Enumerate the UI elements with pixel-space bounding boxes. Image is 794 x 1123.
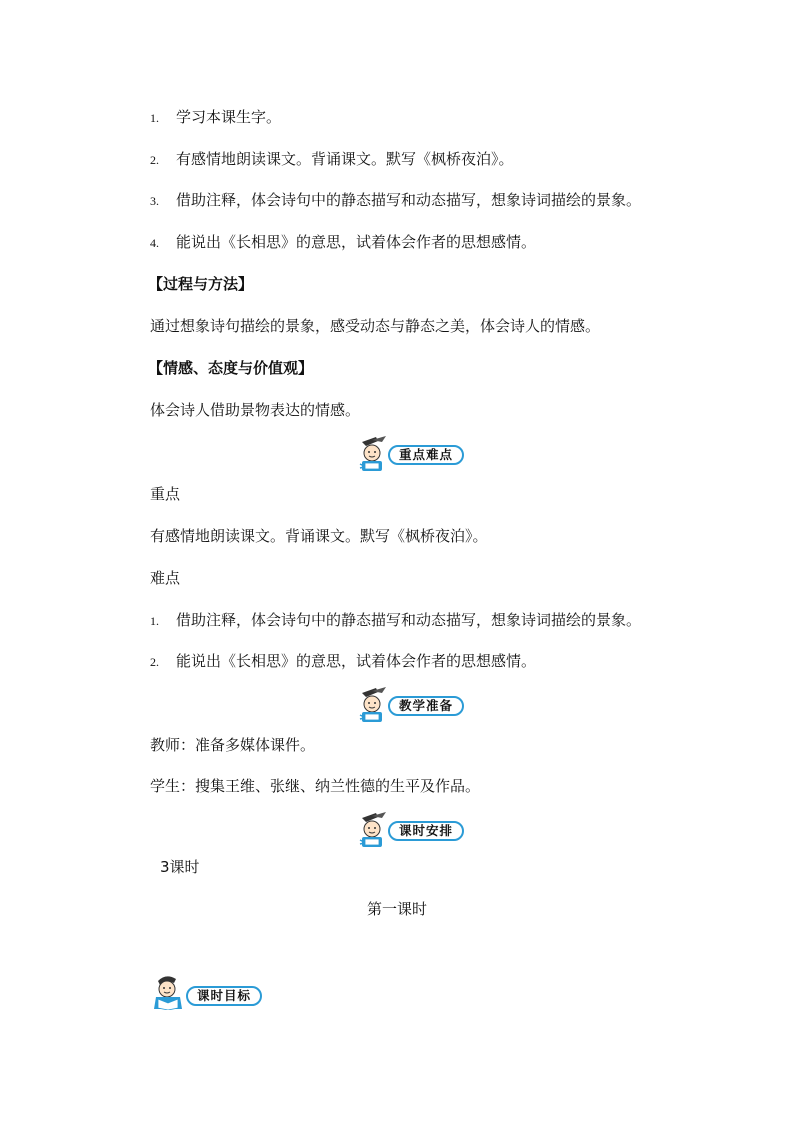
teacher-prep: 教师：准备多媒体课件。 — [150, 736, 316, 754]
objective-text: 学习本课生字。 — [176, 108, 282, 126]
difficulty-1 — [150, 610, 641, 631]
list-number: 1. — [150, 111, 159, 125]
objective-text: 有感情地朗读课文。背诵课文。默写《枫桥夜泊》。 — [176, 150, 514, 168]
focus-text: 有感情地朗读课文。背诵课文。默写《枫桥夜泊》。 — [150, 527, 488, 545]
list-number: 1. — [150, 614, 159, 628]
focus-label: 重点 — [150, 485, 181, 503]
objective-2 — [150, 149, 514, 170]
preparation-badge — [356, 687, 468, 723]
objective-3 — [150, 190, 641, 211]
badge-label: 重点难点 — [388, 445, 464, 465]
list-number: 2. — [150, 655, 159, 669]
key-points-badge — [356, 436, 468, 472]
list-number: 3. — [150, 194, 159, 208]
student-reading-icon — [150, 972, 190, 1010]
process-text: 通过想象诗句描绘的景象，感受动态与静态之美，体会诗人的情感。 — [150, 317, 601, 335]
difficulty-label: 难点 — [150, 569, 181, 587]
difficulty-2 — [150, 651, 536, 672]
schedule-badge — [356, 812, 468, 848]
period-goals-badge — [150, 972, 266, 1008]
process-heading: 【过程与方法】 — [148, 275, 254, 293]
badge-label: 课时安排 — [388, 821, 464, 841]
difficulty-text: 借助注释，体会诗句中的静态描写和动态描写，想象诗词描绘的景象。 — [176, 611, 642, 629]
badge-label: 教学准备 — [388, 696, 464, 716]
difficulty-text: 能说出《长相思》的意思，试着体会作者的思想感情。 — [176, 652, 537, 670]
objective-4 — [150, 232, 536, 253]
objective-1 — [150, 107, 281, 128]
hours-text: 3课时 — [160, 858, 200, 876]
badge-label: 课时目标 — [186, 986, 262, 1006]
list-number: 4. — [150, 236, 159, 250]
student-prep: 学生：搜集王维、张继、纳兰性德的生平及作品。 — [150, 777, 481, 795]
list-number: 2. — [150, 153, 159, 167]
emotion-text: 体会诗人借助景物表达的情感。 — [150, 401, 361, 419]
emotion-heading: 【情感、态度与价值观】 — [148, 359, 314, 377]
objective-text: 借助注释，体会诗句中的静态描写和动态描写，想象诗词描绘的景象。 — [176, 191, 642, 209]
first-period-title: 第一课时 — [366, 900, 427, 918]
objective-text: 能说出《长相思》的意思，试着体会作者的思想感情。 — [176, 233, 537, 251]
